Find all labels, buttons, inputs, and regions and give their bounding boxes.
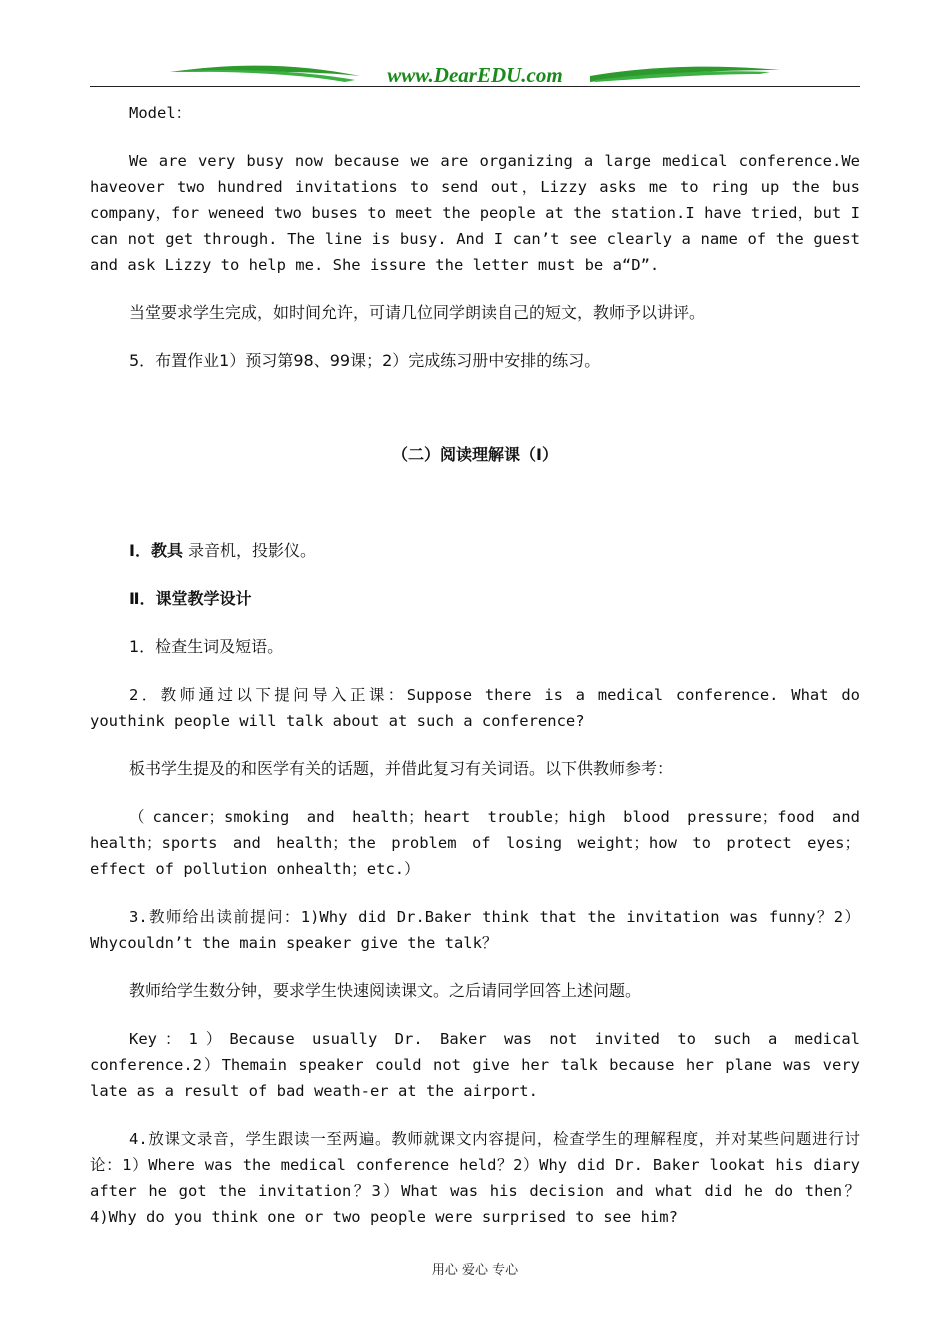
document-body xyxy=(90,100,860,1230)
header-rule xyxy=(90,86,860,87)
class-requirement: 当堂要求学生完成，如时间允许，可请几位同学朗读自己的短文，教师予以讲评。 xyxy=(129,303,706,322)
answer-key: Key：1）Because usually Dr. Baker was not invited to such a medical conference.2）Themain speaker could not give her talk because her plane was very late as a result of bad weath-er at the airport. xyxy=(90,1030,860,1100)
model-label: Model： xyxy=(129,104,192,122)
site-name: www.DearEDU.com xyxy=(387,63,563,87)
step-2: 2．教师通过以下提问导入正课：Suppose there is a medical conference. What do youthink people will talk about at such a conference? xyxy=(90,686,860,730)
tools-paragraph xyxy=(90,538,860,564)
step-3: 3.教师给出读前提问：1)Why did Dr.Baker think that the invitation was funny？2）Whycouldn’t the main speaker give the talk？ xyxy=(90,908,860,952)
step-1: 1．检查生词及短语。 xyxy=(129,637,284,656)
design-heading: Ⅱ．课堂教学设计 xyxy=(129,589,252,608)
homework-item: 5．布置作业1）预习第98、99课；2）完成练习册中安排的练习。 xyxy=(129,351,601,370)
step-4: 4.放课文录音，学生跟读一至两遍。教师就课文内容提问，检查学生的理解程度，并对某些问题进行讨论：1）Where was the medical conference held？2）Why did Dr. Baker lookat his diary after he got the invitation？3）What was his decision and what did he do then？4)Why do you think one or two people were surprised to see him? xyxy=(90,1130,860,1226)
tools-label: Ⅰ．教具 xyxy=(129,541,183,560)
board-note: 板书学生提及的和医学有关的话题，并借此复习有关词语。以下供教师参考： xyxy=(129,759,674,778)
model-text: We are very busy now because we are organizing a large medical conference.We haveover two hundred invitations to send out，Lizzy asks me to ring up the bus company，for weneed two buses to meet the people at the station.I have tried，but I can not get through. The line is busy. And I can’t see clearly a name of the guest and ask Lizzy to help me. She issure the letter must be a“D”. xyxy=(90,152,860,274)
topics-list: （cancer；smoking and health；heart trouble；high blood pressure；food and health；sports and health；the problem of losing weight；how to protect eyes；effect of pollution onhealth；etc.） xyxy=(90,808,860,878)
page-footer: 用心 爱心 专心 xyxy=(431,1263,519,1278)
fast-reading: 教师给学生数分钟，要求学生快速阅读课文。之后请同学回答上述问题。 xyxy=(129,981,642,1000)
tools-text: 录音机，投影仪。 xyxy=(182,541,317,560)
section-title: （二）阅读理解课（Ⅰ） xyxy=(392,445,558,464)
